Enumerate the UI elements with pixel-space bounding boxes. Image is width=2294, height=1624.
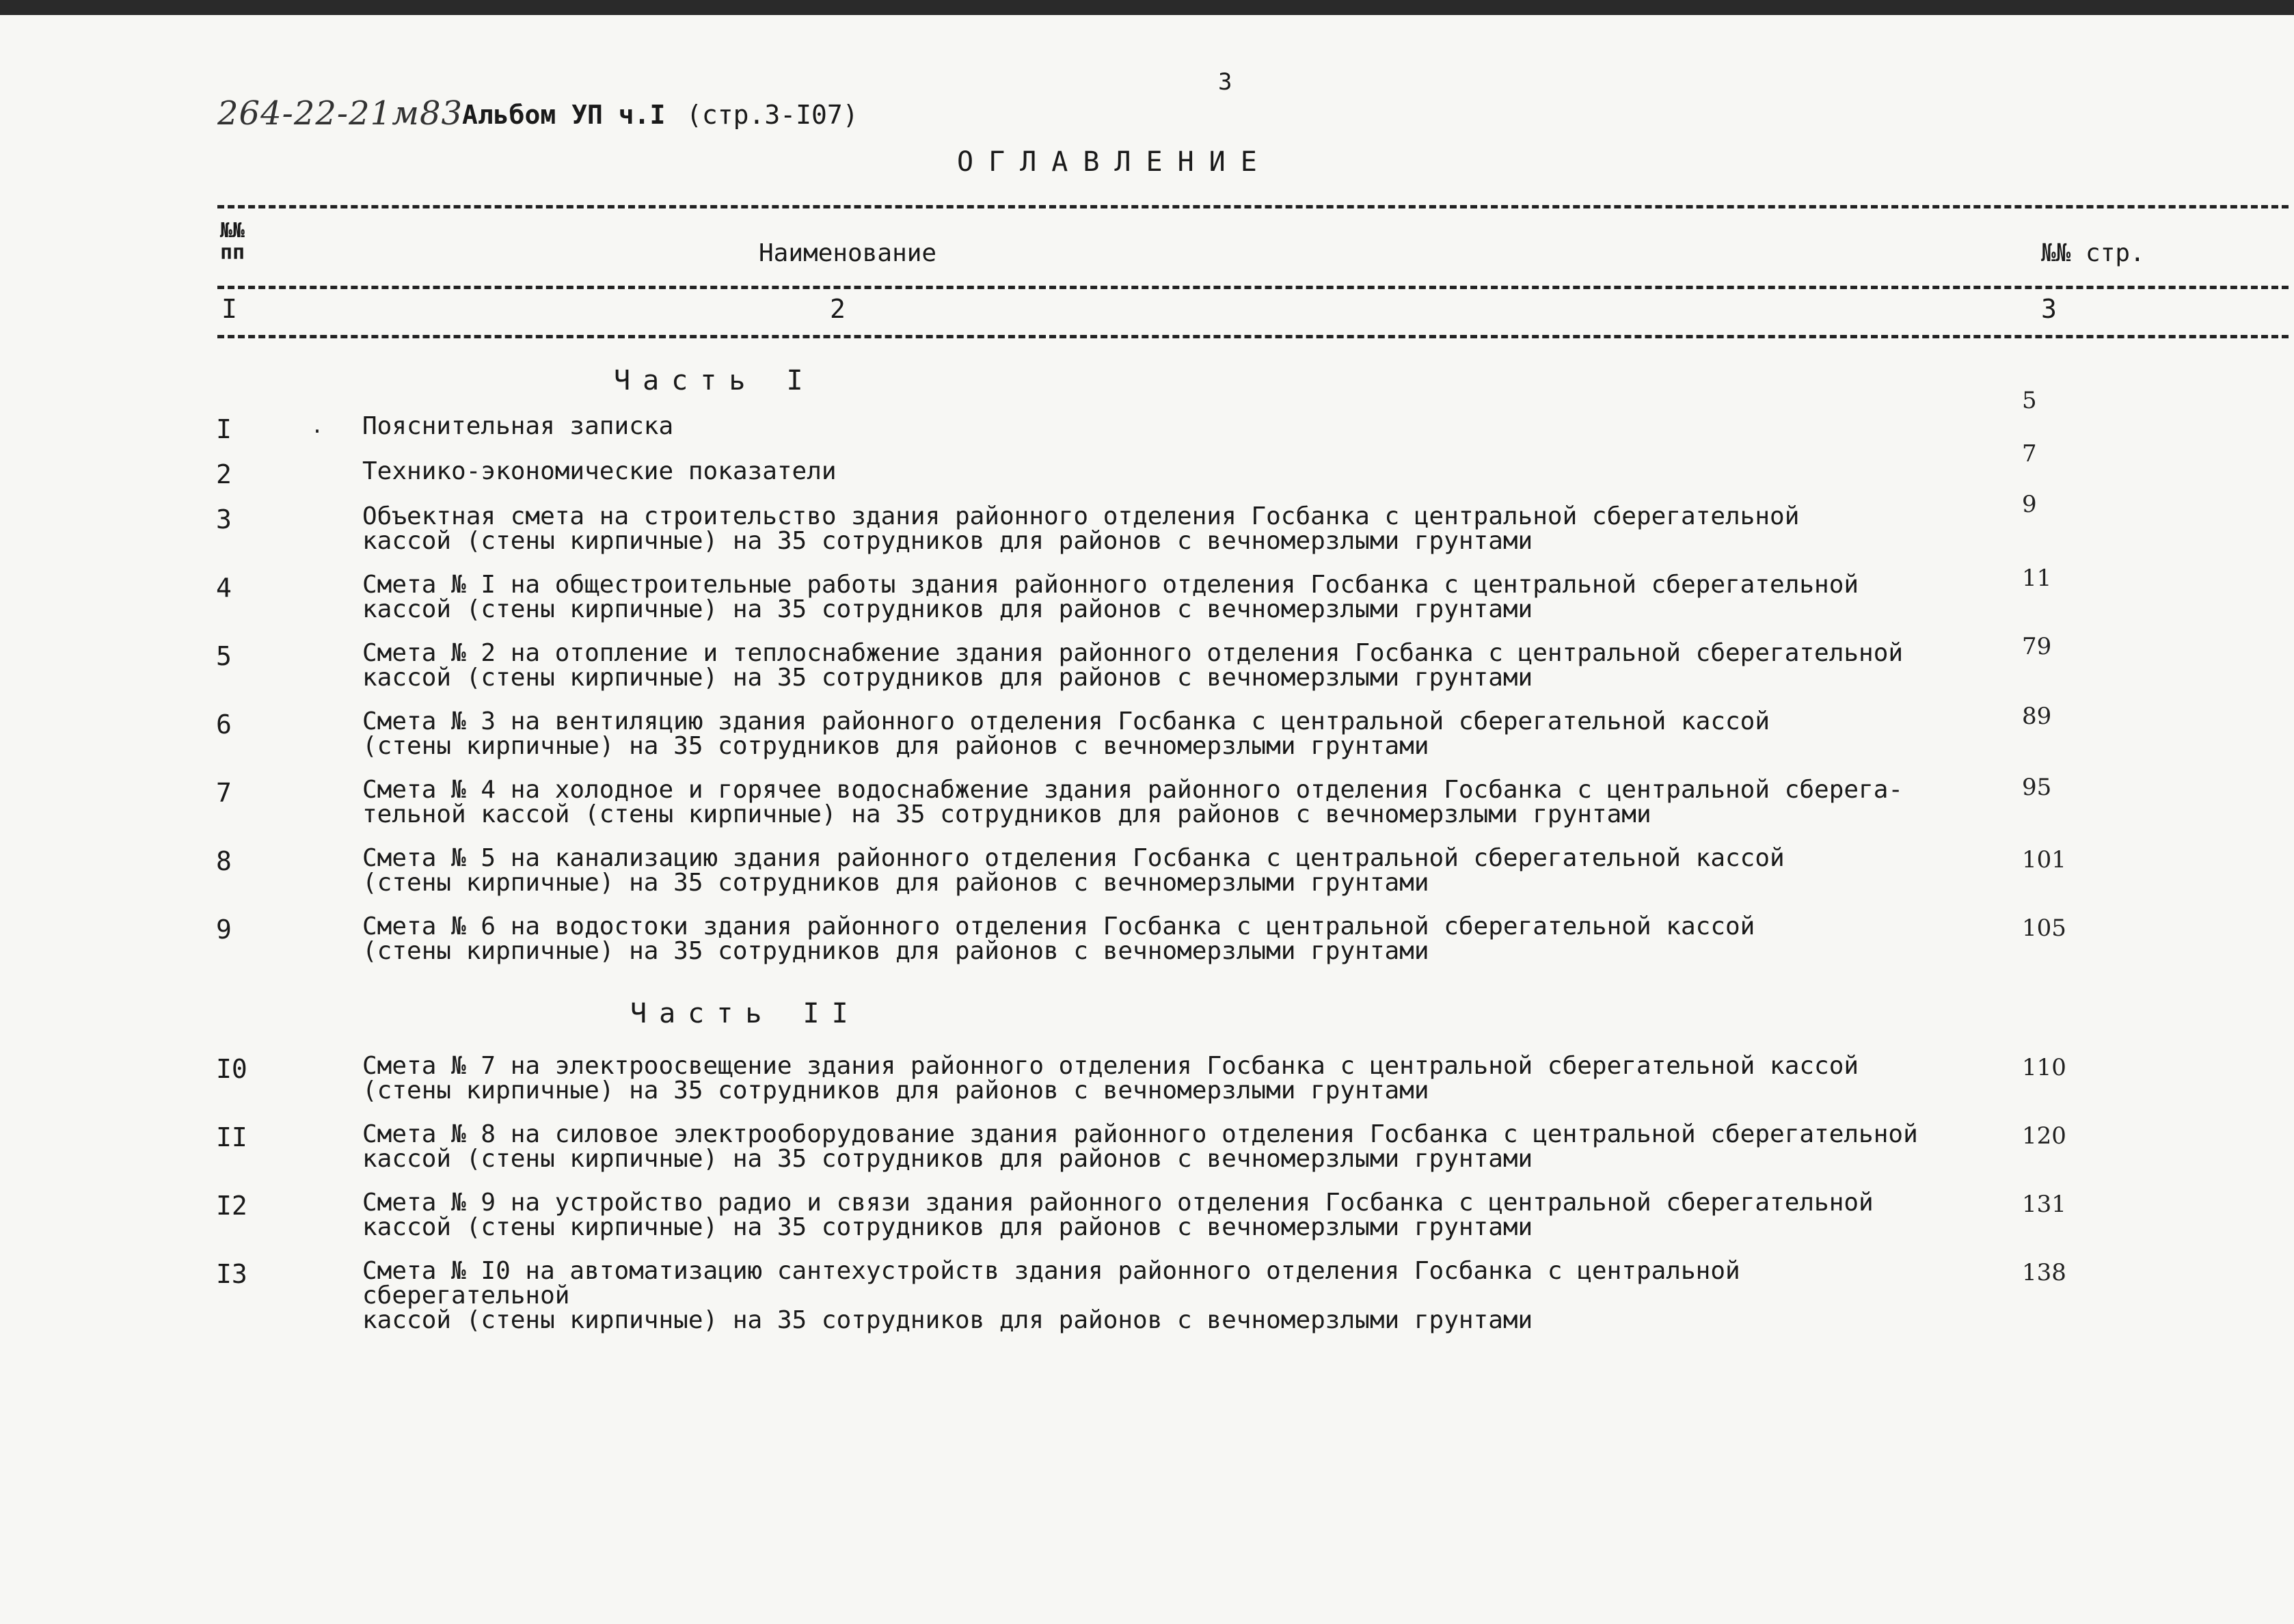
entry-title: Смета № 3 на вентиляцию здания районного отделения Госбанка с центральной сберегательной кассой (стены кирпичные) на 35 сотрудников для районов с вечномерзлыми грунтами (362, 707, 1770, 760)
entry-title: Смета № 7 на электроосвещение здания районного отделения Госбанка с центральной сберегательной кассой (стены кирпичные) на 35 сотрудников для районов с вечномерзлыми грунтами (362, 1052, 1859, 1105)
entry-number: I0 (216, 1054, 247, 1084)
entry-number: 4 (216, 573, 232, 603)
entry-number: 7 (216, 778, 232, 808)
entry-title: Технико-экономические показатели (362, 457, 837, 485)
dot-mark: . (311, 414, 324, 438)
album-label: Альбом УП ч.I (462, 100, 666, 130)
entry-number: 5 (216, 641, 232, 671)
column-number: 3 (2041, 294, 2057, 324)
handwritten-code: 264-22-21м83 (217, 94, 463, 133)
entry-page: 9 (2022, 491, 2037, 518)
header-name-label: Наименование (759, 239, 937, 267)
entry-page: 120 (2022, 1122, 2066, 1150)
entry-page: 5 (2022, 387, 2037, 414)
scan-edge (0, 0, 2294, 15)
entry-page: 11 (2022, 565, 2052, 592)
column-number: I (221, 294, 237, 324)
entry-title: Смета № 4 на холодное и горячее водоснабжение здания районного отделения Госбанка с центральной сберега- тельной кассой (стены кирпичные) на 35 сотрудников для районов с вечномерзлыми грунтами (362, 776, 1904, 828)
entry-title: Смета № 6 на водостоки здания районного отделения Госбанка с центральной сберегательной кассой (стены кирпичные) на 35 сотрудников для районов с вечномерзлыми грунтами (362, 912, 1755, 965)
entry-page: 79 (2022, 633, 2052, 660)
entry-page: 101 (2022, 846, 2066, 874)
entry-title: Объектная смета на строительство здания районного отделения Госбанка с центральной сберегательной кассой (стены кирпичные) на 35 сотрудников для районов с вечномерзлыми грунтами (362, 502, 1800, 555)
part-title: Часть I (614, 365, 815, 396)
page-number: 3 (1218, 68, 1232, 96)
entry-number: I (216, 414, 232, 444)
entry-page: 138 (2022, 1259, 2066, 1286)
entry-number: 2 (216, 459, 232, 489)
divider (217, 205, 2289, 208)
entry-title: Смета № 9 на устройство радио и связи здания районного отделения Госбанка с центральной сберегательной кассой (стены кирпичные) на 35 сотрудников для районов с вечномерзлыми грунтами (362, 1189, 1874, 1241)
entry-title: Смета № 5 на канализацию здания районного отделения Госбанка с центральной сберегательной кассой (стены кирпичные) на 35 сотрудников для районов с вечномерзлыми грунтами (362, 844, 1785, 897)
header-num-label: №№ пп (220, 219, 245, 265)
entry-number: 8 (216, 846, 232, 876)
divider (217, 335, 2289, 338)
divider (217, 286, 2289, 289)
entry-page: 89 (2022, 703, 2052, 730)
entry-number: II (216, 1122, 247, 1152)
entry-title: Смета № I на общестроительные работы здания районного отделения Госбанка с центральной сберегательной кассой (стены кирпичные) на 35 сотрудников для районов с вечномерзлыми грунтами (362, 571, 1859, 623)
entry-page: 95 (2022, 774, 2052, 801)
header-page-label: №№ стр. (2041, 239, 2145, 267)
entry-title: Смета № I0 на автоматизацию сантехустройств здания районного отделения Госбанка с центральной сберегательной кассой (стены кирпичные) на 35 сотрудников для районов с вечномерзлыми грунтами (362, 1257, 1740, 1334)
entry-page: 105 (2022, 915, 2066, 942)
entry-page: 131 (2022, 1191, 2066, 1218)
entry-number: I3 (216, 1259, 247, 1289)
part-title: Часть II (630, 998, 861, 1029)
pages-range: (стр.3-I07) (686, 100, 859, 130)
entry-number: 9 (216, 915, 232, 945)
entry-page: 7 (2022, 440, 2037, 468)
entry-page: 110 (2022, 1054, 2066, 1081)
entry-title: Смета № 2 на отопление и теплоснабжение здания районного отделения Госбанка с центральной сберегательной кассой (стены кирпичные) на 35 сотрудников для районов с вечномерзлыми грунтами (362, 639, 1904, 692)
column-number: 2 (830, 294, 846, 324)
entry-number: 6 (216, 709, 232, 740)
entry-number: 3 (216, 504, 232, 534)
entry-title: Смета № 8 на силовое электрооборудование здания районного отделения Госбанка с центральной сберегательной кассой (стены кирпичные) на 35 сотрудников для районов с вечномерзлыми грунтами (362, 1120, 1918, 1173)
page-title: ОГЛАВЛЕНИЕ (957, 146, 1272, 178)
entry-number: I2 (216, 1191, 247, 1221)
entry-title: Пояснительная записка (362, 412, 674, 440)
